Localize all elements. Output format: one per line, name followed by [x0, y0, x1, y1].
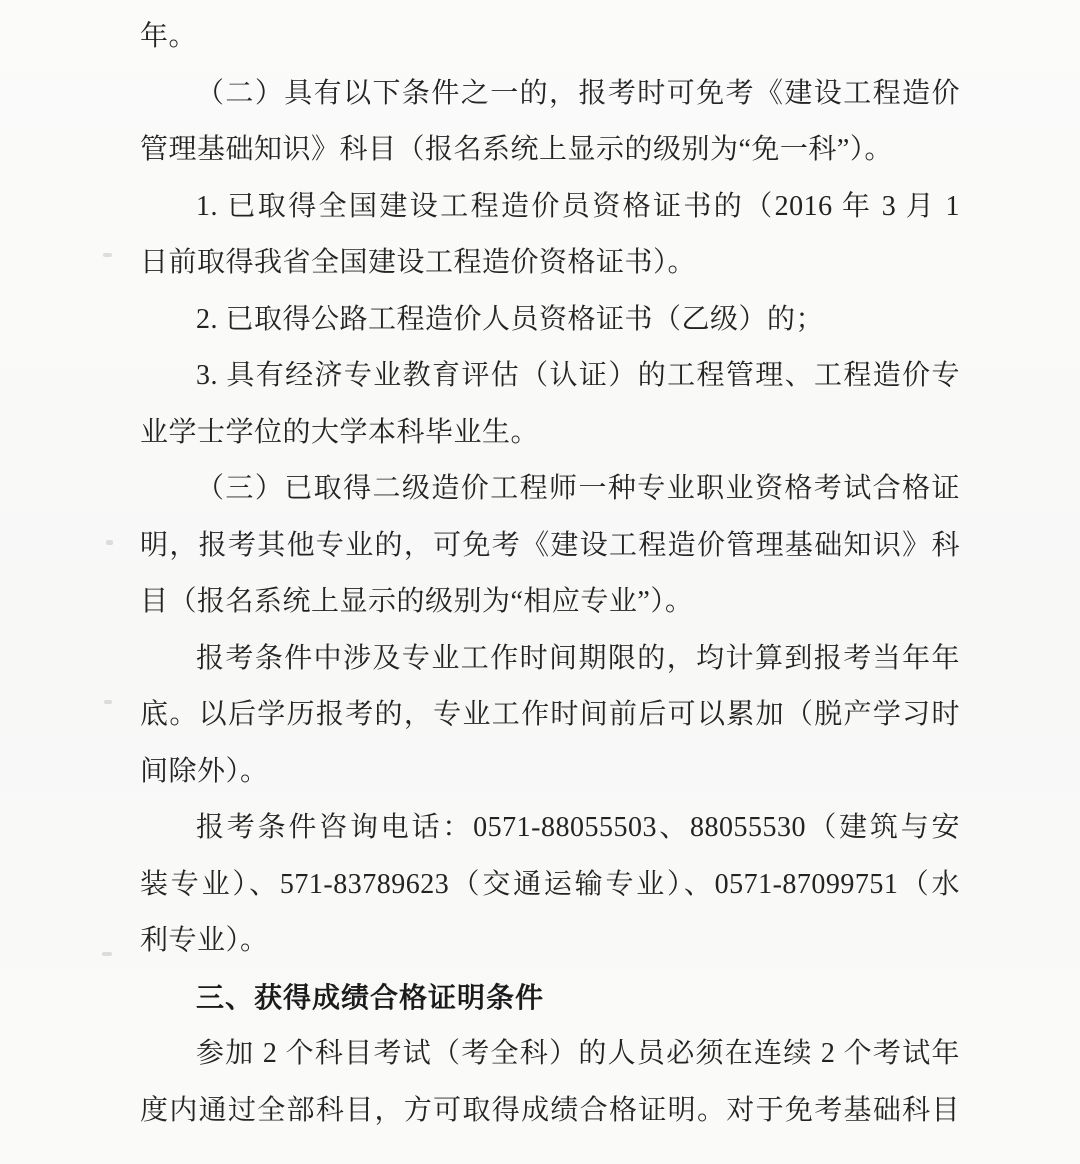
text-line: 年。 — [140, 21, 198, 52]
text-line: 度内通过全部科目，方可取得成绩合格证明。对于免考基础科目 — [140, 1094, 960, 1126]
text-line: 业学士学位的大学本科毕业生。 — [140, 416, 540, 448]
text-line: 报考条件中涉及专业工作时间期限的，均计算到报考当年年 — [196, 642, 960, 674]
scan-artifact — [104, 700, 112, 704]
text-line: 报考条件咨询电话：0571-88055503、88055530（建筑与安 — [196, 812, 960, 843]
text-line: 底。以后学历报考的，专业工作时间前后可以累加（脱产学习时 — [140, 699, 960, 730]
text-line: 利专业）。 — [140, 925, 269, 956]
scan-artifact — [103, 253, 112, 257]
section-heading: 三、获得成绩合格证明条件 — [196, 981, 545, 1013]
text-line: 3. 具有经济专业教育评估（认证）的工程管理、工程造价专 — [196, 360, 960, 391]
scan-artifact — [102, 952, 112, 956]
text-line: 2. 已取得公路工程造价人员资格证书（乙级）的； — [196, 303, 825, 335]
text-line: 装专业）、571-83789623（交通运输专业）、0571-87099751（水 — [140, 868, 960, 900]
scan-artifact — [106, 540, 113, 545]
text-line: 参加 2 个科目考试（考全科）的人员必须在连续 2 个考试年 — [196, 1038, 960, 1069]
text-line: （二）具有以下条件之一的，报考时可免考《建设工程造价 — [196, 77, 960, 109]
text-line: 1. 已取得全国建设工程造价员资格证书的（2016 年 3 月 1 — [196, 190, 960, 222]
document-text-block — [140, 9, 960, 1139]
text-line: 管理基础知识》科目（报名系统上显示的级别为“免一科”）。 — [140, 134, 893, 165]
text-line: 间除外）。 — [140, 755, 269, 787]
text-line: 日前取得我省全国建设工程造价资格证书）。 — [140, 247, 697, 278]
text-line: 明，报考其他专业的，可免考《建设工程造价管理基础知识》科 — [140, 529, 960, 561]
text-line: （三）已取得二级造价工程师一种专业职业资格考试合格证 — [196, 473, 960, 504]
text-line: 目（报名系统上显示的级别为“相应专业”）。 — [140, 586, 694, 617]
